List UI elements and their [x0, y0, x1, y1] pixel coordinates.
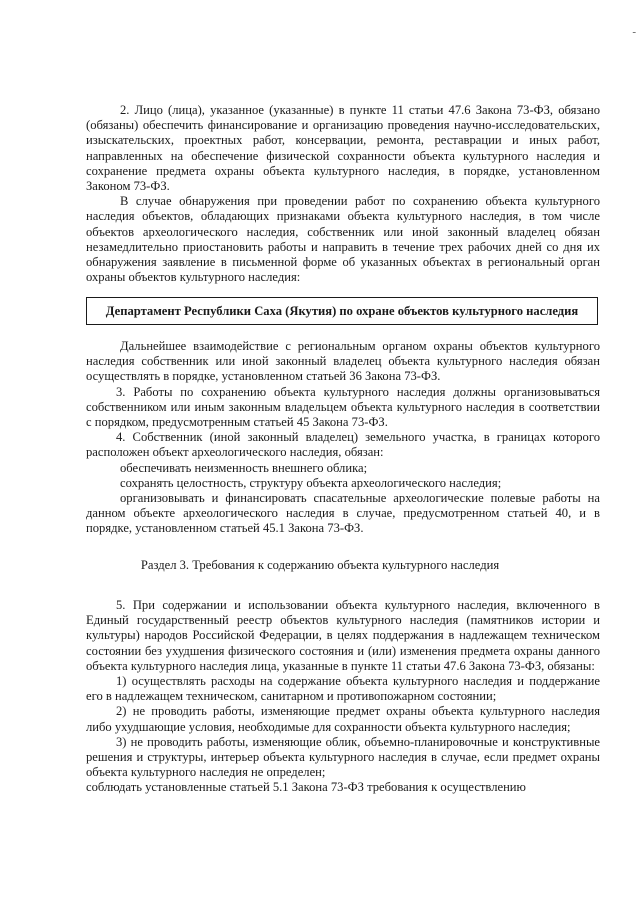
paragraph-duty-integrity: сохранять целостность, структуру объекта археологического наследия; [120, 475, 502, 490]
paragraph-discovery: В случае обнаружения при проведении работ по сохранению объекта культурного наследия объектов, обладающих признаками объекта культурного наследия, в том числе объектов археологического наследия, собственник или иной законный владелец обязан незамедлительно приостановить работы и направить в течение трех рабочих дней со дня их обнаружения заявление в письменной форме об указанных объектах в региональный орган охраны объектов культурного наследия: [86, 194, 600, 285]
paragraph-subitem-1: 1) осуществлять расходы на содержание объекта культурного наследия и поддержание его в надлежащем техническом, санитарном и противопожарном состоянии; [86, 674, 600, 704]
paragraph-duty-rescue-works: организовывать и финансировать спасательные археологические полевые работы на данном объекте археологического наследия в случае, предусмотренном статьей 40, и в порядке, установленном статьей 45.1 Закона 73-ФЗ. [86, 491, 600, 536]
paragraph-subitem-3: 3) не проводить работы, изменяющие облик, объемно-планировочные и конструктивные решения и структуры, интерьер объекта культурного наследия в случае, если предмет охраны объекта культурного наследия не определен; [86, 734, 600, 780]
text-block-bottom [86, 598, 600, 796]
paragraph-item-4: 4. Собственник (иной законный владелец) земельного участка, в границах которого расположен объект археологического наследия, обязан: [86, 430, 600, 460]
page-mark: - [632, 26, 636, 38]
text-block-top [86, 103, 600, 285]
paragraph-item-5: 5. При содержании и использовании объекта культурного наследия, включенного в Единый государственный реестр объектов культурного наследия (памятников истории и культуры) народов Российской Федерации, в целях поддержания в надлежащем техническом состоянии без ухудшения физического состояния и (или) изменения предмета охраны данного объекта культурного наследия лица, указанные в пункте 11 статьи 47.6 Закона 73-ФЗ, обязаны: [86, 598, 600, 673]
paragraph-duty-appearance: обеспечивать неизменность внешнего облика; [120, 460, 368, 475]
paragraph-item-3: 3. Работы по сохранению объекта культурного наследия должны организовываться собственником или иным законным владельцем объекта культурного наследия в соответствии с порядком, предусмотренным статьей 45 Закона 73-ФЗ. [86, 384, 600, 430]
paragraph-interaction: Дальнейшее взаимодействие с региональным органом охраны объектов культурного наследия собственник или иной законный владелец объекта культурного наследия обязан осуществлять в порядке, установленном статьей 36 Закона 73-ФЗ. [86, 339, 600, 384]
section-title: Раздел 3. Требования к содержанию объекта культурного наследия [140, 558, 500, 572]
text-block-middle [86, 339, 600, 537]
paragraph-item-2: 2. Лицо (лица), указанное (указанные) в пункте 11 статьи 47.6 Закона 73-ФЗ, обязано (обязаны) обеспечить финансирование и организацию проведения научно-исследовательских, изыскательских, проектных работ, консервации, ремонта, реставрации и иных работ, направленных на обеспечение физической сохранности объекта культурного наследия и сохранение предмета охраны объекта культурного наследия, в порядке, установленном Законом 73-ФЗ. [86, 103, 600, 194]
paragraph-requirements: соблюдать установленные статьей 5.1 Закона 73-ФЗ требования к осуществлению [86, 780, 526, 795]
department-box: Департамент Республики Саха (Якутия) по охране объектов культурного наследия [86, 297, 598, 325]
paragraph-subitem-2: 2) не проводить работы, изменяющие предмет охраны объекта культурного наследия либо ухудшающие условия, необходимые для сохранности объекта культурного наследия; [86, 704, 600, 734]
